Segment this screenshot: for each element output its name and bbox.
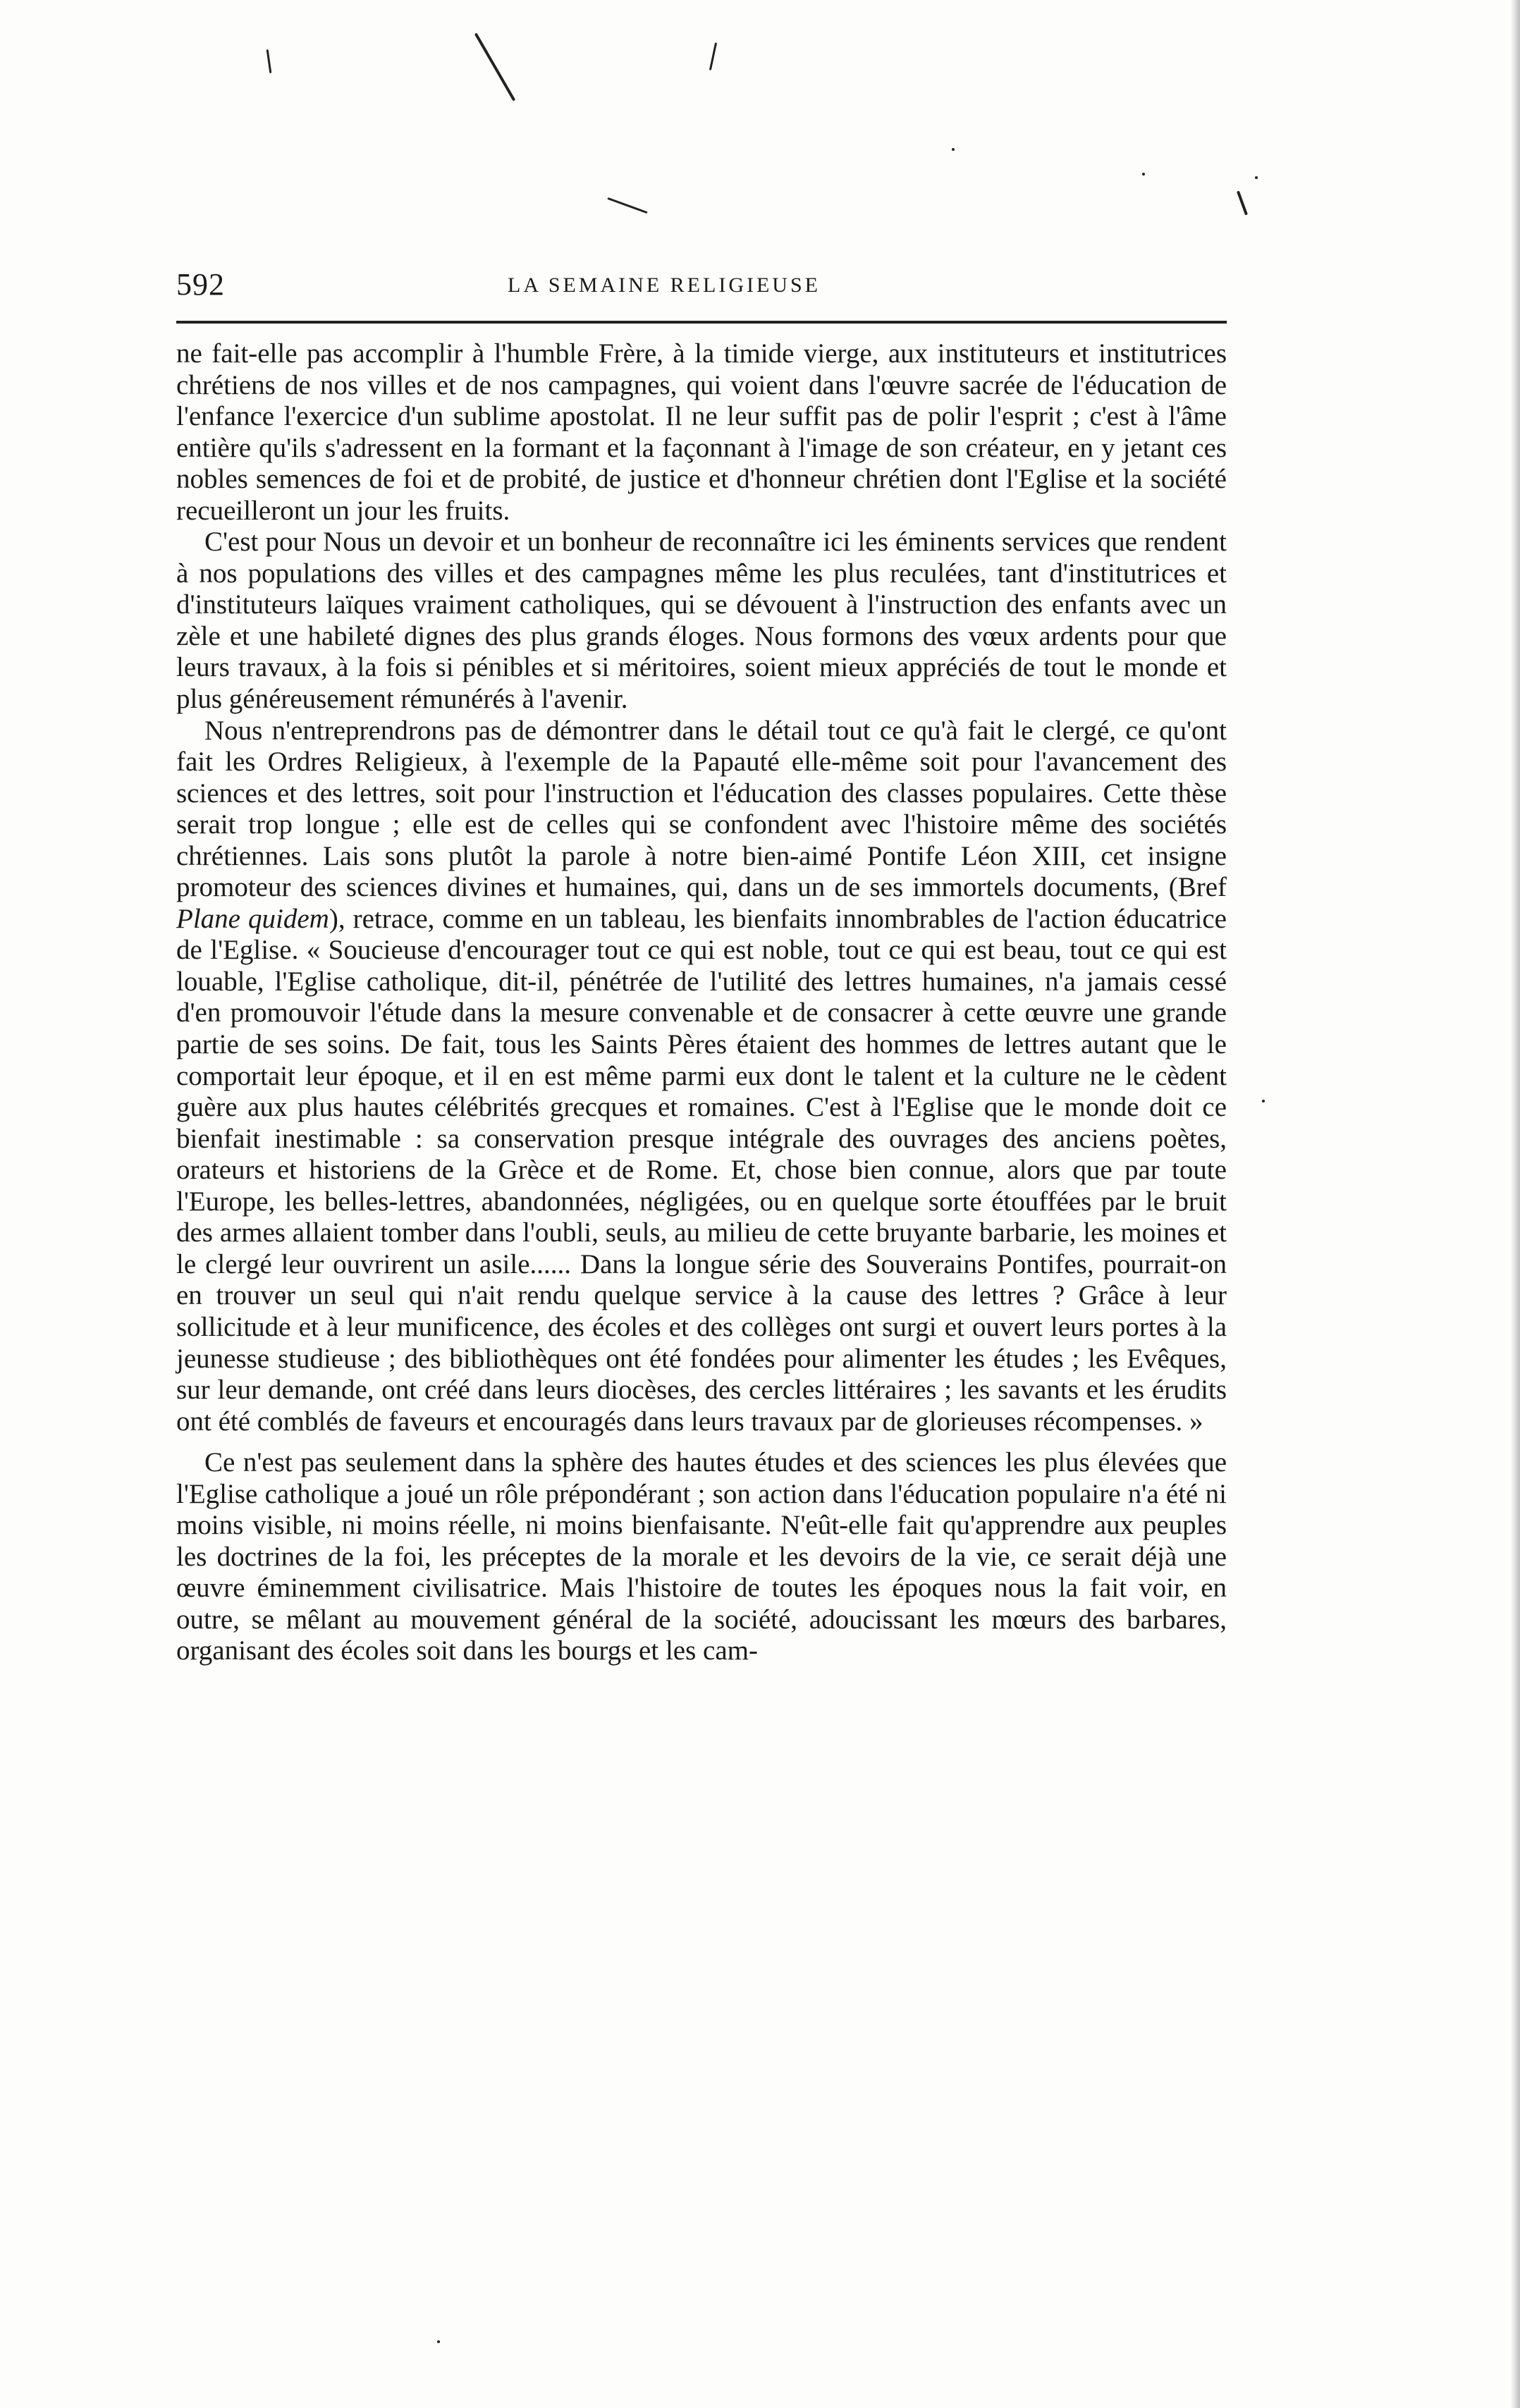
scan-speck bbox=[266, 49, 272, 73]
scan-speck bbox=[709, 42, 717, 70]
paragraph-text: Nous n'entreprendrons pas de démontrer dans le détail tout ce qu'à fait le clergé, ce qu'ont fait les Ordres Religieux, à l'exemple de la Papauté elle-même soit pour l'avancement des sciences et des lettres, soit pour l'instruction et l'éducation des classes populaires. Cette thèse serait trop longue ; elle est de celles qui se confondent avec l'histoire même des sociétés chrétiennes. Lais sons plutôt la parole à notre bien-aimé Pontife Léon XIII, cet insigne promoteur des sciences divines et humaines, qui, dans un de ses immortels documents, (Bref bbox=[176, 715, 1227, 903]
scan-speck bbox=[607, 197, 647, 214]
page-header bbox=[176, 266, 1234, 309]
scan-speck bbox=[1237, 190, 1248, 215]
header-rule bbox=[176, 321, 1227, 324]
paragraph-text: ), retrace, comme en un tableau, les bienfaits innombrables de l'action éducatrice de l'Eglise. « Soucieuse d'encourager tout ce qui est noble, tout ce qui est beau, tout ce qui est louable, l'Eglise catholique, dit-il, pénétrée de l'utilité des lettres humaines, n'a jamais cessé d'en promouvoir l'étude dans la mesure convenable et de consacrer à cette œuvre une grande partie de ses soins. De fait, tous les Saints Pères étaient des hommes de lettres autant que le comportait leur époque, et il en est même parmi eux dont le talent et la culture ne le cèdent guère aux plus hautes célébrités grecques et romaines. C'est à l'Eglise que le monde doit ce bienfait inestimable : sa conservation presque intégrale des ouvrages des anciens poètes, orateurs et historiens de la Grèce et de Rome. Et, chose bien connue, alors que par toute l'Europe, les belles-lettres, abandonnées, négligées, ou en quelque sorte étouffées par le bruit des armes allaient tomber dans l'oubli, seuls, au milieu de cette bruyante barbarie, les moines et le clergé leur ouvrirent un asile...... Dans la longue série des Souverains Pontifes, pourrait-on en trouver un seul qui n'ait rendu quelque service à la cause des lettres ? Grâce à leur sollicitude et à leur munificence, des écoles et des collèges ont surgi et ouvert leurs portes à la jeunesse studieuse ; des bibliothèques ont été fondées pour alimenter les études ; les Evêques, sur leur demande, ont créé dans leurs diocèses, des cercles littéraires ; les savants et les érudits ont été comblés de faveurs et encouragés dans leurs travaux par de glorieuses récompenses. » bbox=[176, 903, 1227, 1437]
scan-speck bbox=[1142, 173, 1145, 176]
running-title: LA SEMAINE RELIGIEUSE bbox=[508, 274, 821, 297]
paragraph-lay-teachers: C'est pour Nous un devoir et un bonheur de reconnaître ici les éminents services que rendent à nos populations des villes et des campagnes même les plus reculées, tant d'institutrices et d'instituteurs laïques vraiment catholiques, qui se dévouent à l'instruction des enfants avec un zèle et une habileté dignes des plus grands éloges. Nous formons des vœux ardents pour que leurs travaux, à la fois si pénibles et si méritoires, soient mieux appréciés de tout le monde et plus généreusement rémunérés à l'avenir. bbox=[176, 527, 1227, 715]
paragraph-continuation: ne fait-elle pas accomplir à l'humble Frère, à la timide vierge, aux instituteurs et institutrices chrétiens de nos villes et de nos campagnes, qui voient dans l'œuvre sacrée de l'éducation de l'enfance l'exercice d'un sublime apostolat. Il ne leur suffit pas de polir l'esprit ; c'est à l'âme entière qu'ils s'adressent en la formant et la façonnant à l'image de son créateur, en y jetant ces nobles semences de foi et de probité, de justice et d'honneur chrétien dont l'Eglise et la société recueilleront un jour les fruits. bbox=[176, 338, 1227, 526]
scan-speck bbox=[952, 148, 955, 151]
binding-edge bbox=[1510, 0, 1520, 2408]
scan-speck bbox=[474, 32, 515, 101]
scan-speck bbox=[437, 2340, 440, 2343]
body-text bbox=[176, 338, 1227, 1667]
paragraph-popular-education: Ce n'est pas seulement dans la sphère des hautes études et des sciences les plus élevées que l'Eglise catholique a joué un rôle prépondérant ; son action dans l'éducation populaire n'a été ni moins visible, ni moins réelle, ni moins bienfaisante. N'eût-elle fait qu'apprendre aux peuples les doctrines de la foi, les préceptes de la morale et les devoirs de la vie, ce serait déjà une œuvre éminemment civilisatrice. Mais l'histoire de toutes les époques nous la fait voir, en outre, se mêlant au mouvement général de la société, adoucissant les mœurs des barbares, organisant des écoles soit dans les bourgs et les cam- bbox=[176, 1447, 1227, 1666]
paragraph-leo-xiii-quote bbox=[176, 715, 1227, 1438]
brief-title: Plane quidem bbox=[176, 903, 329, 934]
page-number: 592 bbox=[176, 267, 225, 302]
scan-speck bbox=[1255, 176, 1258, 179]
scan-speck bbox=[1262, 1100, 1265, 1102]
